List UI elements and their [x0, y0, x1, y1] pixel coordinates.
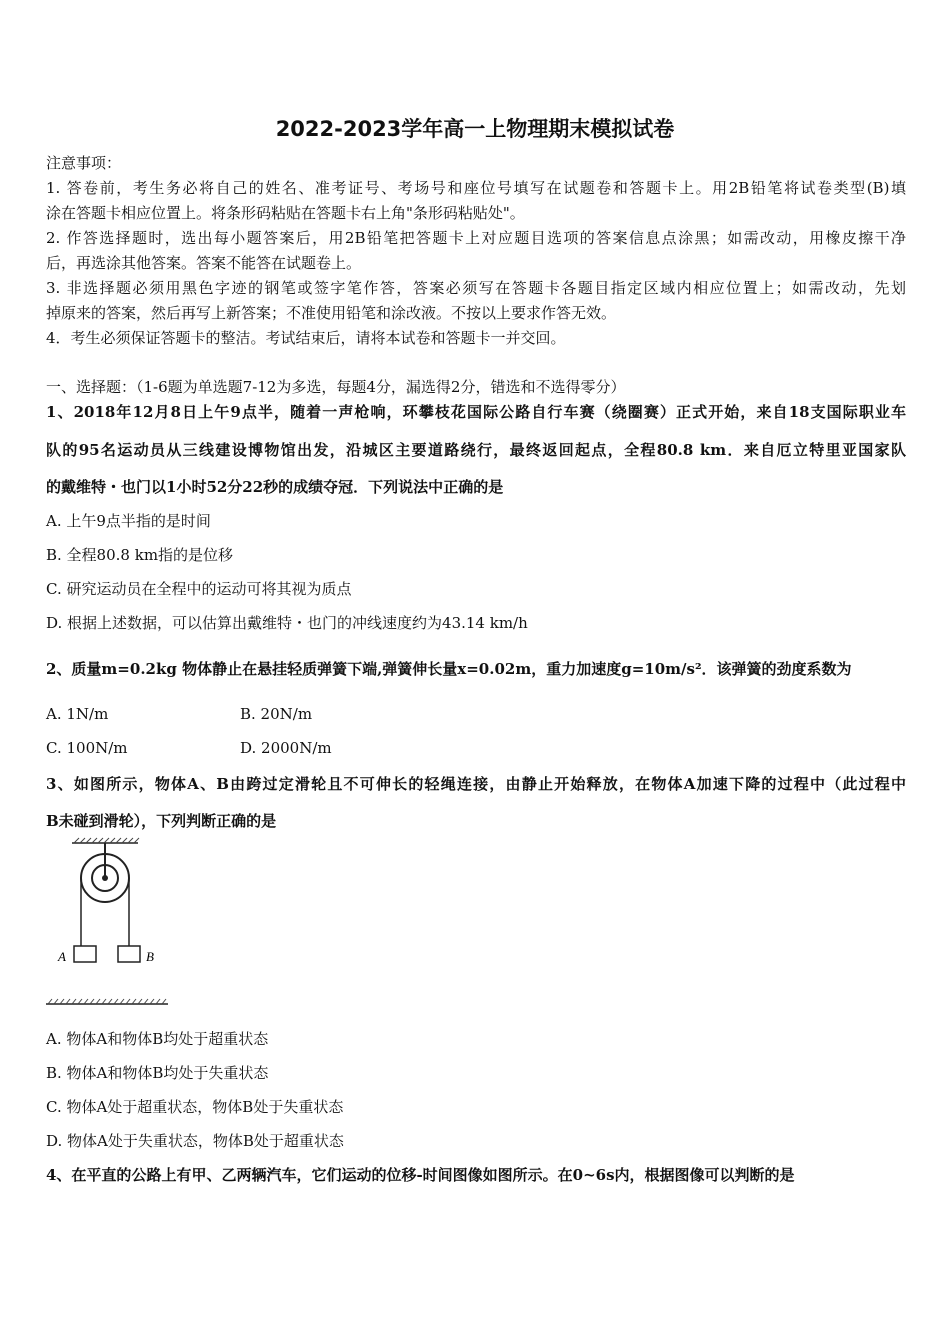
notice-line: 2. 作答选择题时，选出每小题答案后，用2B铅笔把答题卡上对应题目选项的答案信息点涂黑；如需改动，用橡皮擦干净 — [46, 229, 906, 247]
question-1-option-c: C. 研究运动员在全程中的运动可将其视为质点 — [46, 580, 352, 598]
question-2-option-c: C. 100N/m — [46, 739, 128, 757]
label-b: B — [146, 949, 154, 964]
question-2-option-a: A. 1N/m — [46, 705, 109, 723]
notice-line: 后，再选涂其他答案。答案不能答在试题卷上。 — [46, 254, 362, 272]
question-2-option-b: B. 20N/m — [240, 705, 313, 723]
question-3-stem: B未碰到滑轮），下列判断正确的是 — [46, 812, 277, 830]
question-1-option-a: A. 上午9点半指的是时间 — [46, 512, 211, 530]
ground — [46, 999, 168, 1004]
question-3-stem: 3、如图所示，物体A、B由跨过定滑轮且不可伸长的轻绳连接，由静止开始释放，在物体A加速下降的过程中（此过程中 — [46, 775, 906, 793]
pulley-diagram — [46, 836, 171, 1011]
notice-line: 3. 非选择题必须用黑色字迹的钢笔或签字笔作答，答案必须写在答题卡各题目指定区域内相应位置上；如需改动，先划 — [46, 279, 906, 297]
block-b — [118, 946, 140, 962]
notice-line: 涂在答题卡相应位置上。将条形码粘贴在答题卡右上角"条形码粘贴处"。 — [46, 204, 525, 222]
question-1-option-b: B. 全程80.8 km指的是位移 — [46, 546, 234, 564]
question-4-stem: 4、在平直的公路上有甲、乙两辆汽车，它们运动的位移-时间图像如图所示。在0~6s内，根据图像可以判断的是 — [46, 1166, 795, 1184]
question-3-option-b: B. 物体A和物体B均处于失重状态 — [46, 1064, 269, 1082]
question-1-option-d: D. 根据上述数据，可以估算出戴维特・也门的冲线速度约为43.14 km/h — [46, 614, 528, 632]
question-2-stem: 2、质量m=0.2kg 物体静止在悬挂轻质弹簧下端,弹簧伸长量x=0.02m，重力加速度g=10m/s²．该弹簧的劲度系数为 — [46, 660, 852, 678]
label-a: A — [58, 949, 66, 964]
notice-line: 4．考生必须保证答题卡的整洁。考试结束后，请将本试卷和答题卡一并交回。 — [46, 329, 566, 347]
question-1-stem: 1、2018年12月8日上午9点半，随着一声枪响，环攀枝花国际公路自行车赛（绕圈赛）正式开始，来自18支国际职业车 — [46, 403, 906, 421]
block-a — [74, 946, 96, 962]
question-2-option-d: D. 2000N/m — [240, 739, 332, 757]
question-3-option-c: C. 物体A处于超重状态，物体B处于失重状态 — [46, 1098, 344, 1116]
notice-line: 掉原来的答案，然后再写上新答案；不准使用铅笔和涂改液。不按以上要求作答无效。 — [46, 304, 617, 322]
page-title: 2022-2023学年高一上物理期末模拟试卷 — [275, 117, 675, 141]
question-3-option-a: A. 物体A和物体B均处于超重状态 — [46, 1030, 269, 1048]
question-1-stem: 的戴维特・也门以1小时52分22秒的成绩夺冠．下列说法中正确的是 — [46, 478, 504, 496]
section-heading: 一、选择题：（1-6题为单选题7-12为多选，每题4分，漏选得2分，错选和不选得零分） — [46, 378, 626, 396]
notice-heading: 注意事项： — [46, 154, 122, 172]
rope — [81, 878, 129, 946]
question-1-stem: 队的95名运动员从三线建设博物馆出发，沿城区主要道路绕行，最终返回起点，全程80.8 km．来自厄立特里亚国家队 — [46, 441, 906, 459]
notice-line: 1. 答卷前，考生务必将自己的姓名、准考证号、考场号和座位号填写在试题卷和答题卡上。用2B铅笔将试卷类型(B)填 — [46, 179, 906, 197]
question-3-option-d: D. 物体A处于失重状态，物体B处于超重状态 — [46, 1132, 344, 1150]
